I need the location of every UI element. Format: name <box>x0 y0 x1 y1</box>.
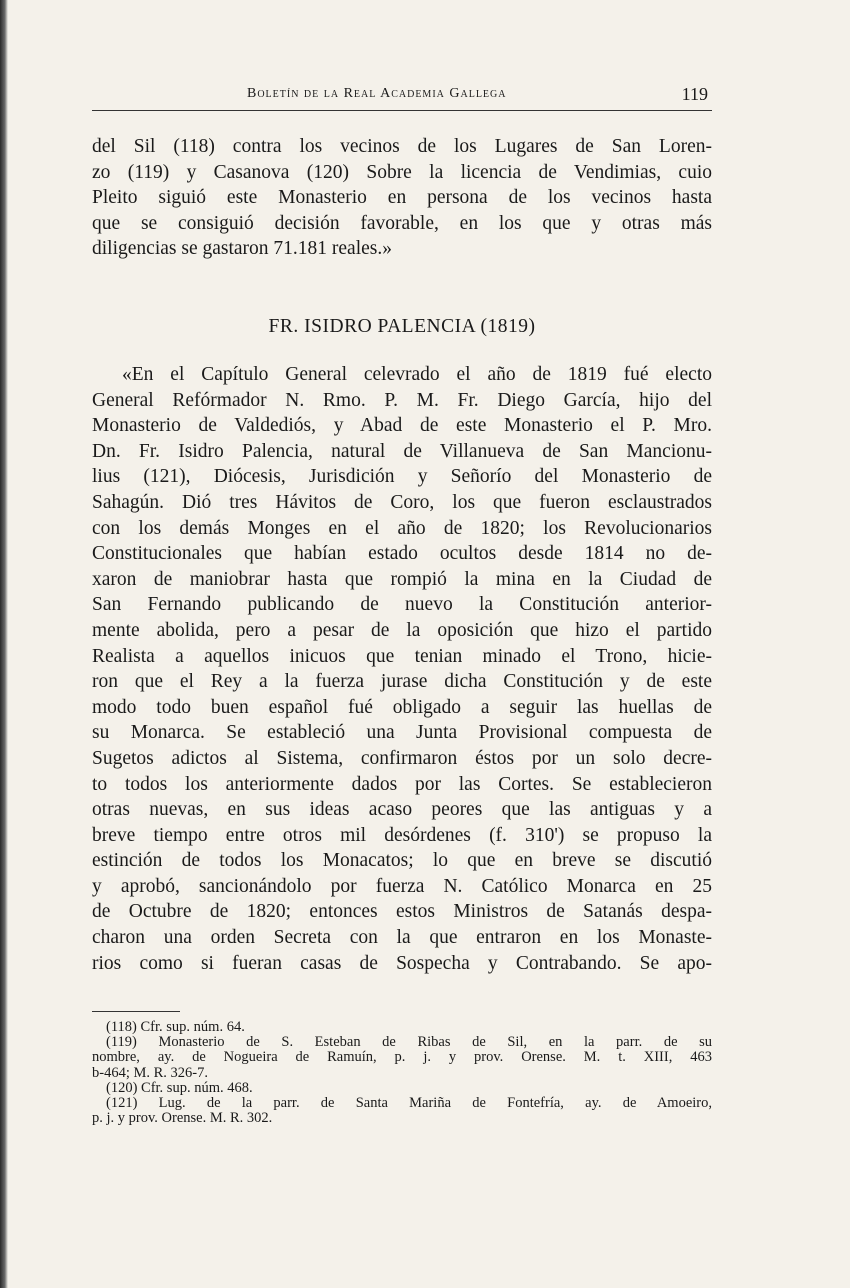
text-line: ron que el Rey a la fuerza jurase dicha Constitución y de este <box>92 671 712 693</box>
footnote-line: b-464; M. R. 326-7. <box>92 1064 208 1081</box>
text-line: con los demás Monges en el año de 1820; los Revolucionarios <box>92 517 712 539</box>
footnote-rule <box>92 1011 180 1012</box>
binding-edge-shadow <box>0 0 8 1288</box>
text-line: Pleito siguió este Monasterio en persona de los vecinos hasta <box>92 187 712 209</box>
footnote-118 <box>92 1020 712 1035</box>
footnote-line: (121) Lug. de la parr. de Santa Mariña de Fontefría, ay. de Amoeiro, <box>106 1095 712 1112</box>
footnote-119 <box>92 1035 712 1081</box>
text-line: Monasterio de Valdediós, y Abad de este Monasterio el P. Mro. <box>92 415 712 437</box>
text-line: breve tiempo entre otros mil desórdenes (f. 310') se propuso la <box>92 824 712 846</box>
section-title: FR. ISIDRO PALENCIA (1819) <box>268 316 536 337</box>
text-line: General Refórmador N. Rmo. P. M. Fr. Diego García, hijo del <box>92 389 712 411</box>
text-line: «En el Capítulo General celevrado el año de 1819 fué electo <box>122 364 712 385</box>
text-line: rios como si fueran casas de Sospecha y Contrabando. Se apo- <box>92 952 712 974</box>
footnote-line: (119) Monasterio de S. Esteban de Ribas de Sil, en la parr. de su <box>106 1034 712 1051</box>
text-line: mente abolida, pero a pesar de la oposición que hizo el partido <box>92 619 712 641</box>
footnote-120 <box>92 1081 712 1096</box>
text-line: que se consiguió decisión favorable, en los que y otras más <box>92 212 712 234</box>
text-line: xaron de maniobrar hasta que rompió la mina en la Ciudad de <box>92 568 712 590</box>
main-paragraph <box>92 362 712 976</box>
text-line: su Monarca. Se estableció una Junta Provisional compuesta de <box>92 722 712 744</box>
running-title: Boletín de la Real Academia Gallega <box>247 86 507 101</box>
footnote-line: nombre, ay. de Nogueira de Ramuín, p. j. y prov. Orense. M. t. XIII, 463 <box>92 1049 712 1066</box>
text-line: modo todo buen español fué obligado a seguir las huellas de <box>92 696 712 718</box>
text-line: del Sil (118) contra los vecinos de los Lugares de San Loren- <box>92 136 712 157</box>
text-line: diligencias se gastaron 71.181 reales.» <box>92 238 392 260</box>
text-line: lius (121), Diócesis, Jurisdición y Señorío del Monasterio de <box>92 466 712 488</box>
text-line: zo (119) y Casanova (120) Sobre la licencia de Vendimias, cuio <box>92 161 712 183</box>
page-number: 119 <box>681 84 708 104</box>
footnote-line: (120) Cfr. sup. núm. 468. <box>106 1079 253 1096</box>
text-line: Sahagún. Dió tres Hávitos de Coro, los que fueron esclaustrados <box>92 491 712 513</box>
text-line: Constitucionales que habían estado ocultos desde 1814 no de- <box>92 543 712 565</box>
text-line: Dn. Fr. Isidro Palencia, natural de Villanueva de San Mancionu- <box>92 440 712 462</box>
text-line: Sugetos adictos al Sistema, confirmaron éstos por un solo decre- <box>92 747 712 769</box>
footnote-121 <box>92 1096 712 1126</box>
footnotes <box>92 1020 712 1126</box>
footnote-line: (118) Cfr. sup. núm. 64. <box>106 1019 245 1035</box>
opening-paragraph <box>92 134 712 262</box>
text-line: San Fernando publicando de nuevo la Constitución anterior- <box>92 594 712 616</box>
text-line: to todos los anteriormente dados por las Cortes. Se establecieron <box>92 773 712 795</box>
text-line: de Octubre de 1820; entonces estos Ministros de Satanás despa- <box>92 901 712 923</box>
text-line: otras nuevas, en sus ideas acaso peores que las antiguas y a <box>92 799 712 821</box>
header-rule <box>92 110 712 111</box>
text-line: Realista a aquellos inicuos que tenian minado el Trono, hicie- <box>92 645 712 667</box>
footnote-line: p. j. y prov. Orense. M. R. 302. <box>92 1110 273 1127</box>
text-line: charon una orden Secreta con la que entraron en los Monaste- <box>92 927 712 949</box>
text-line: estinción de todos los Monacatos; lo que en breve se discutió <box>92 850 712 872</box>
text-line: y aprobó, sancionándolo por fuerza N. Católico Monarca en 25 <box>92 875 712 897</box>
